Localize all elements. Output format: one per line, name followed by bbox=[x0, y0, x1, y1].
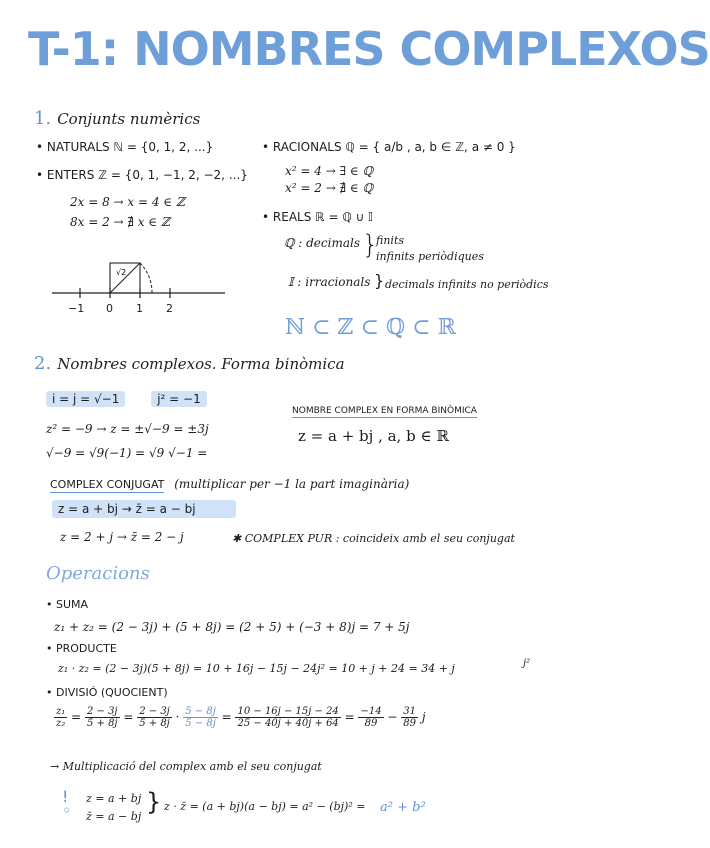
product-label: • PRODUCTE bbox=[46, 642, 117, 655]
exclamation-icon: ! ◦ bbox=[62, 787, 72, 820]
racionals-example-2: x² = 2 → ∄ ∈ ℚ bbox=[285, 181, 374, 195]
div-d2: 5 + 8j bbox=[139, 718, 170, 729]
q-decimals-label: ℚ : decimals bbox=[284, 236, 360, 250]
q-option-finits: finits bbox=[376, 234, 405, 247]
racionals-example-1: x² = 4 → ∃ ∈ ℚ bbox=[285, 164, 374, 178]
axis-label-0: 0 bbox=[106, 302, 113, 315]
naturals-line: • NATURALS ℕ = {0, 1, 2, ...} bbox=[36, 140, 214, 154]
section-2-title: Nombres complexos. Forma binòmica bbox=[57, 355, 345, 373]
div-z2: z₂ bbox=[56, 718, 66, 729]
racionals-line: • RACIONALS ℚ = { a/b , a, b ∈ ℤ, a ≠ 0 } bbox=[262, 140, 516, 154]
q-brace: } bbox=[362, 230, 379, 260]
product-expression: z₁ · z₂ = (2 − 3j)(5 + 8j) = 10 + 16j − 15j − 24j² = 10 + j + 24 = 34 + j bbox=[58, 662, 455, 675]
operations-heading: Operacions bbox=[46, 563, 150, 584]
div-frac-6 bbox=[401, 706, 418, 729]
def-j2-highlight: j² = −1 bbox=[151, 391, 207, 407]
conjugate-multiplication-note: → Multiplicació del complex amb el seu conjugat bbox=[50, 760, 322, 773]
i-description: decimals infinits no periòdics bbox=[385, 278, 549, 291]
def-i-highlight: i = j = √−1 bbox=[46, 391, 125, 407]
div-n6: 31 bbox=[403, 706, 417, 717]
conjugate-definition: z = a + bj → z̄ = a − bj bbox=[52, 500, 236, 518]
div-n4: 10 − 16j − 15j − 24 bbox=[237, 706, 339, 717]
sum-label: • SUMA bbox=[46, 598, 89, 611]
section-2-number: 2. bbox=[34, 353, 52, 374]
div-frac-3 bbox=[183, 706, 218, 729]
sqrt2-label: √2 bbox=[116, 268, 127, 277]
imaginary-definitions bbox=[46, 392, 207, 406]
section-2-heading bbox=[34, 353, 345, 374]
enters-example-2: 8x = 2 → ∄ x ∈ ℤ bbox=[70, 215, 170, 229]
i-irracionals-label: 𝕀 : irracionals bbox=[288, 275, 371, 289]
conjugate-example: z = 2 + j → z̄ = 2 − j bbox=[60, 530, 184, 544]
div-n5: −14 bbox=[360, 706, 382, 717]
enters-line: • ENTERS ℤ = {0, 1, −1, 2, −2, ...} bbox=[36, 168, 248, 182]
section-1-number: 1. bbox=[34, 108, 52, 129]
page-title: T-1: NOMBRES COMPLEXOS bbox=[28, 22, 710, 76]
div-n2: 2 − 3j bbox=[139, 706, 170, 717]
axis-label-minus-1: −1 bbox=[68, 302, 85, 315]
div-d6: 89 bbox=[403, 718, 417, 729]
div-d5: 89 bbox=[364, 718, 378, 729]
div-frac-4 bbox=[235, 706, 340, 729]
sum-expression: z₁ + z₂ = (2 − 3j) + (5 + 8j) = (2 + 5) + (−3 + 8)j = 7 + 5j bbox=[54, 620, 410, 634]
complex-example-1: z² = −9 → z = ±√−9 = ±3j bbox=[46, 422, 209, 436]
div-z1: z₁ bbox=[56, 706, 66, 717]
div-d4: 25 − 40j + 40j + 64 bbox=[237, 718, 339, 729]
conjugate-note: (multiplicar per −1 la part imaginària) bbox=[174, 477, 410, 491]
complex-example-2: √−9 = √9(−1) = √9 √−1 = bbox=[46, 446, 208, 460]
pure-complex-note: ✱ COMPLEX PUR : coincideix amb el seu conjugat bbox=[232, 532, 515, 545]
div-n3: 5 − 8j bbox=[185, 706, 216, 717]
set-inclusion-chain: ℕ ⊂ ℤ ⊂ ℚ ⊂ ℝ bbox=[285, 315, 456, 340]
div-frac-5 bbox=[358, 706, 383, 729]
div-frac-z bbox=[54, 706, 67, 729]
axis-label-1: 1 bbox=[136, 302, 143, 315]
final-result: a² + b² bbox=[380, 800, 426, 815]
division-label: • DIVISIÓ (QUOCIENT) bbox=[46, 686, 168, 699]
section-1-title: Conjunts numèrics bbox=[57, 110, 201, 128]
division-expression: $\frac{\text{z₁}}{\text{z₂}}$ = $\frac{2 - 3j}{5 + 8j}$ = $\frac{2 - 3j}{5 + 8j}$ · $\frac{5 - 8j}{5 - 8j}$ = $\frac{10 - 16j - 15j - 24}{25 - 40j + 40j + 64}$ = $\frac{-14}{89}$ − $\frac{31}{89}$ j bbox=[56, 706, 426, 729]
q-option-periodics: infinits periòdiques bbox=[376, 250, 484, 263]
final-expression: z · z̄ = (a + bj)(a − bj) = a² − (bj)² = bbox=[164, 800, 366, 813]
binomial-form-heading: NOMBRE COMPLEX EN FORMA BINÒMICA bbox=[292, 406, 477, 416]
product-tail: j² bbox=[523, 658, 531, 669]
conjugate-heading-line bbox=[50, 477, 409, 491]
div-d1: 5 + 8j bbox=[86, 718, 118, 729]
div-n1: 2 − 3j bbox=[86, 706, 118, 717]
axis-label-2: 2 bbox=[166, 302, 173, 315]
div-frac-1 bbox=[85, 706, 120, 729]
sqrt2-arc bbox=[140, 263, 152, 293]
final-brace: } bbox=[146, 788, 162, 816]
binomial-form-formula: z = a + bj , a, b ∈ ℝ bbox=[298, 427, 449, 445]
conjugate-heading: COMPLEX CONJUGAT bbox=[50, 478, 165, 491]
div-frac-2 bbox=[137, 706, 172, 729]
div-d3: 5 − 8j bbox=[185, 718, 216, 729]
final-zbar: z̄ = a − bj bbox=[86, 810, 142, 823]
conjugate-definition-box bbox=[52, 502, 236, 516]
enters-example-1: 2x = 8 → x = 4 ∈ ℤ bbox=[70, 195, 185, 209]
final-z: z = a + bj bbox=[86, 792, 142, 805]
i-brace: } bbox=[374, 271, 385, 290]
section-1-heading bbox=[34, 108, 200, 129]
div-j: j bbox=[421, 710, 426, 724]
reals-line: • REALS ℝ = ℚ ∪ 𝕀 bbox=[262, 210, 373, 224]
